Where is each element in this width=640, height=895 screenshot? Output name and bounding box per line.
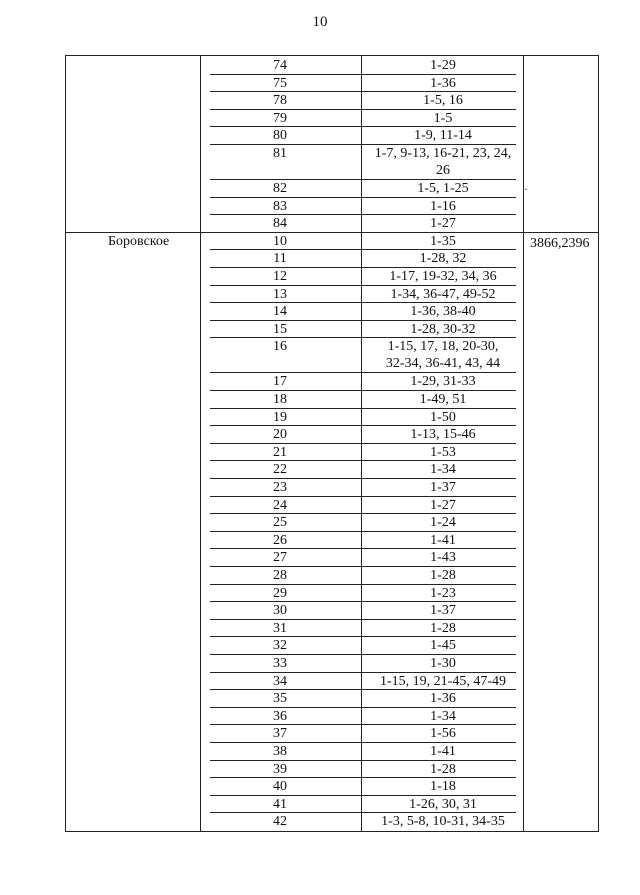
- block-number: 19: [273, 410, 287, 425]
- plot-range: 1-29: [430, 58, 456, 73]
- plot-range: 1-43: [430, 550, 456, 565]
- block-number: 35: [273, 691, 287, 706]
- block-number: 40: [273, 779, 287, 794]
- block-number: 17: [273, 374, 287, 389]
- plot-range: 1-28: [430, 621, 456, 636]
- plot-range: 1-3, 5-8, 10-31, 34-35: [381, 814, 505, 829]
- plot-range: 1-30: [430, 656, 456, 671]
- plot-range: 1-5, 16: [423, 93, 463, 108]
- block-number: 34: [273, 674, 287, 689]
- block-number: 30: [273, 603, 287, 618]
- plot-range: 26: [436, 163, 450, 178]
- block-number: 31: [273, 621, 287, 636]
- plot-range: 1-29, 31-33: [410, 374, 476, 389]
- plot-range: 1-27: [430, 498, 456, 513]
- block-number: 13: [273, 287, 287, 302]
- plot-range: 1-56: [430, 726, 456, 741]
- plot-range: 1-35: [430, 234, 456, 249]
- block-number: 78: [273, 93, 287, 108]
- block-number: 14: [273, 304, 287, 319]
- block-number: 74: [273, 58, 287, 73]
- plot-range: 1-16: [430, 199, 456, 214]
- block-number: 26: [273, 533, 287, 548]
- block-number: 75: [273, 76, 287, 91]
- block-number: 38: [273, 744, 287, 759]
- district-name: Боровское: [108, 234, 170, 249]
- block-number: 24: [273, 498, 287, 513]
- block-number: 39: [273, 762, 287, 777]
- plot-range: 1-34: [430, 462, 456, 477]
- plot-range: 1-17, 19-32, 34, 36: [389, 269, 497, 284]
- block-number: 23: [273, 480, 287, 495]
- block-number: 15: [273, 322, 287, 337]
- plot-range: 1-49, 51: [419, 392, 467, 407]
- plot-range: 1-5: [433, 111, 453, 126]
- block-number: 82: [273, 181, 287, 196]
- plot-range: 1-28, 30-32: [410, 322, 476, 337]
- block-number: 22: [273, 462, 287, 477]
- block-number: 32: [273, 638, 287, 653]
- plot-range: 1-28: [430, 568, 456, 583]
- plot-range: 1-45: [430, 638, 456, 653]
- block-number: 21: [273, 445, 287, 460]
- page-number: 10: [312, 14, 328, 30]
- block-number: 80: [273, 128, 287, 143]
- block-number: 41: [273, 797, 287, 812]
- stray-dot: ·: [524, 182, 528, 196]
- plot-range: 1-15, 17, 18, 20-30,: [387, 339, 499, 354]
- block-number: 37: [273, 726, 287, 741]
- block-number: 28: [273, 568, 287, 583]
- block-number: 12: [273, 269, 287, 284]
- plot-range: 1-9, 11-14: [414, 128, 472, 143]
- plot-range: 1-23: [430, 586, 456, 601]
- block-number: 29: [273, 586, 287, 601]
- plot-range: 1-7, 9-13, 16-21, 23, 24,: [374, 146, 512, 161]
- district-area: 3866,2396: [530, 236, 590, 251]
- plot-range: 32-34, 36-41, 43, 44: [385, 356, 501, 371]
- block-number: 20: [273, 427, 287, 442]
- plot-range: 1-15, 19, 21-45, 47-49: [380, 674, 506, 689]
- plot-range: 1-41: [430, 533, 456, 548]
- block-number: 42: [273, 814, 287, 829]
- plot-range: 1-36: [430, 76, 456, 91]
- plot-range: 1-27: [430, 216, 456, 231]
- block-number: 33: [273, 656, 287, 671]
- block-number: 79: [273, 111, 287, 126]
- block-number: 16: [273, 339, 287, 354]
- plot-range: 1-50: [430, 410, 456, 425]
- plot-range: 1-53: [430, 445, 456, 460]
- block-number: 27: [273, 550, 287, 565]
- plot-range: 1-34: [430, 709, 456, 724]
- block-number: 83: [273, 199, 287, 214]
- plot-range: 1-28: [430, 762, 456, 777]
- block-number: 81: [273, 146, 287, 161]
- block-number: 25: [273, 515, 287, 530]
- plot-range: 1-34, 36-47, 49-52: [390, 287, 496, 302]
- plot-range: 1-41: [430, 744, 456, 759]
- plot-range: 1-36, 38-40: [410, 304, 476, 319]
- plot-range: 1-36: [430, 691, 456, 706]
- plot-range: 1-24: [430, 515, 456, 530]
- block-number: 18: [273, 392, 287, 407]
- plot-range: 1-5, 1-25: [417, 181, 469, 196]
- block-number: 11: [273, 251, 287, 266]
- block-number: 84: [273, 216, 287, 231]
- block-number: 36: [273, 709, 287, 724]
- plot-range: 1-26, 30, 31: [409, 797, 477, 812]
- plot-range: 1-18: [430, 779, 456, 794]
- plot-range: 1-28, 32: [419, 251, 467, 266]
- block-number: 10: [273, 234, 287, 249]
- plot-range: 1-37: [430, 603, 456, 618]
- plot-range: 1-13, 15-46: [410, 427, 476, 442]
- plot-range: 1-37: [430, 480, 456, 495]
